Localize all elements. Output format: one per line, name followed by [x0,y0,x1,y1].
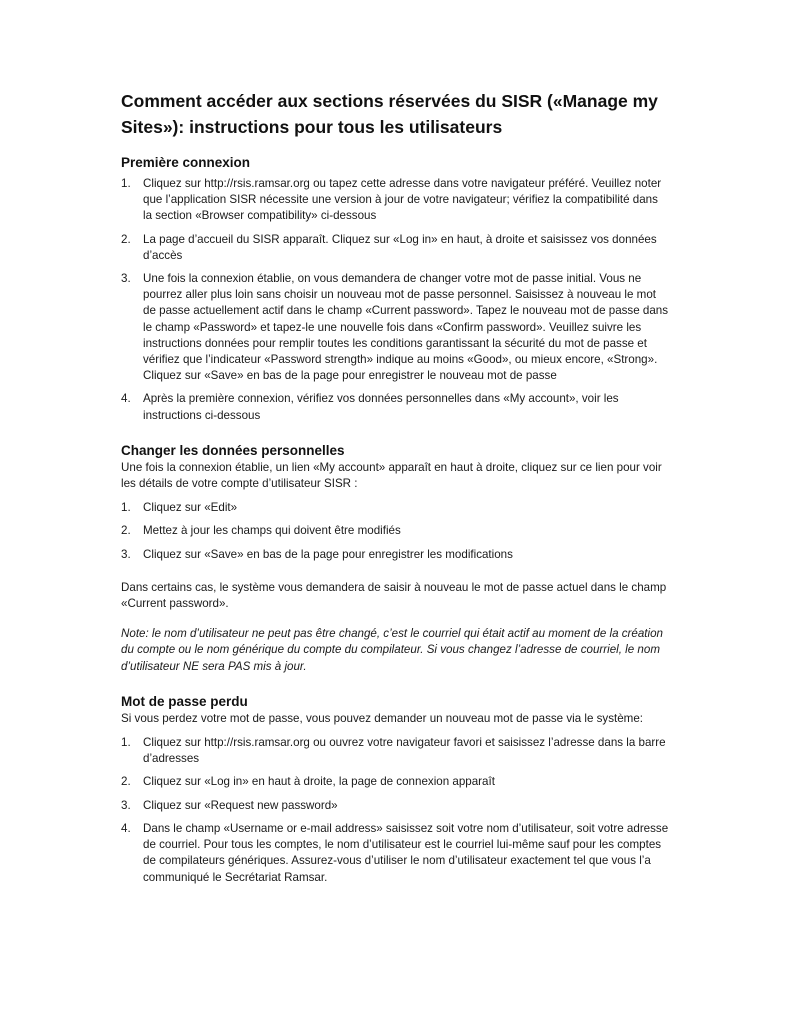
list-item [121,176,669,225]
list-number: 3. [121,798,131,812]
list-item [121,271,669,384]
list-item-text: Cliquez sur http://rsis.ramsar.org ou tapez cette adresse dans votre navigateur préféré. Veuillez noter que l’application SISR nécessite une version à jour de votre navigateur; vérifiez la compatibilité dans la section «Browser compatibility» ci-dessous [143,177,662,223]
list-item-text: Cliquez sur «Edit» [143,501,238,515]
list-number: 2. [121,232,131,246]
list-item [121,547,669,563]
page-title: Comment accéder aux sections réservées du SISR («Manage my Sites»): instructions pour tous les utilisateurs [121,91,658,137]
list-item-text: Cliquez sur «Request new password» [143,798,338,812]
list-item-text: Cliquez sur http://rsis.ramsar.org ou ouvrez votre navigateur favori et saisissez l’adresse dans la barre d’adresses [143,736,666,766]
list-item-text: Cliquez sur «Log in» en haut à droite, la page de connexion apparaît [143,775,495,789]
lost-password-steps [121,735,669,886]
personal-data-steps [121,500,669,563]
section-heading-personal-data: Changer les données personnelles [121,442,345,458]
section-personal-data [121,442,669,675]
note-paragraph: Note: le nom d’utilisateur ne peut pas être changé, c’est le courriel qui était actif au moment de la création du compte ou le nom générique du compte du compilateur. Si vous changez l’adresse de courriel, le nom d’utilisateur NE sera PAS mis à jour. [121,627,663,673]
list-number: 4. [121,821,131,835]
list-item-text: La page d’accueil du SISR apparaît. Cliquez sur «Log in» en haut, à droite et saisissez vos données d’accès [143,232,657,262]
section-heading-first-login: Première connexion [121,155,251,170]
list-number: 3. [121,547,131,561]
list-item-text: Dans le champ «Username or e-mail address» saisissez soit votre nom d’utilisateur, soit votre adresse de courriel. Pour tous les comptes, le nom d’utilisateur est le courriel lui-même sauf pour les comptes de compilateurs génériques. Assurez-vous d’utiliser le nom d’utilisateur exactement tel que vous l’a communiqué le Secrétariat Ramsar. [143,821,669,884]
section-intro: Si vous perdez votre mot de passe, vous pouvez demander un nouveau mot de passe via le système: [121,711,644,725]
list-number: 2. [121,524,131,538]
list-item-text: Après la première connexion, vérifiez vos données personnelles dans «My account», voir les instructions ci-dessous [143,392,619,422]
document-page [121,88,669,893]
list-number: 1. [121,177,131,190]
section-lost-password [121,693,669,886]
section-first-login [121,154,669,424]
list-item-text: Cliquez sur «Save» en bas de la page pour enregistrer les modifications [143,547,513,561]
list-item [121,391,669,423]
list-item [121,735,669,767]
list-item [121,523,669,539]
section-heading-lost-password: Mot de passe perdu [121,693,248,709]
list-number: 1. [121,501,131,515]
body-paragraph: Dans certains cas, le système vous demandera de saisir à nouveau le mot de passe actuel dans le champ «Current password». [121,580,667,611]
list-item [121,500,669,516]
list-item [121,798,669,814]
list-number: 3. [121,272,131,286]
first-login-steps [121,176,669,424]
list-item-text: Mettez à jour les champs qui doivent être modifiés [143,524,401,538]
list-item-text: Une fois la connexion établie, on vous demandera de changer votre mot de passe initial. Vous ne pourrez aller plus loin sans choisir un nouveau mot de passe personnel. Saisissez à nouveau le mot de passe actuellement actif dans le champ «Current password». Tapez le nouveau mot de passe dans le champ «Password» et tapez-le une nouvelle fois dans «Confirm password». Veuillez suivre les instructions données pour remplir toutes les conditions garantissant la sécurité du mot de passe et vérifiez que l’indicateur «Password strength» indique au moins «Good», ou mieux encore, «Strong». Cliquez sur «Save» en bas de la page pour enregistrer le nouveau mot de passe [143,272,669,383]
section-intro: Une fois la connexion établie, un lien «My account» apparaît en haut à droite, cliquez sur ce lien pour voir les détails de votre compte d’utilisateur SISR : [121,460,662,491]
list-item [121,774,669,790]
list-item [121,232,669,264]
list-number: 1. [121,736,131,750]
list-number: 2. [121,775,131,789]
list-number: 4. [121,392,131,406]
list-item [121,821,669,886]
